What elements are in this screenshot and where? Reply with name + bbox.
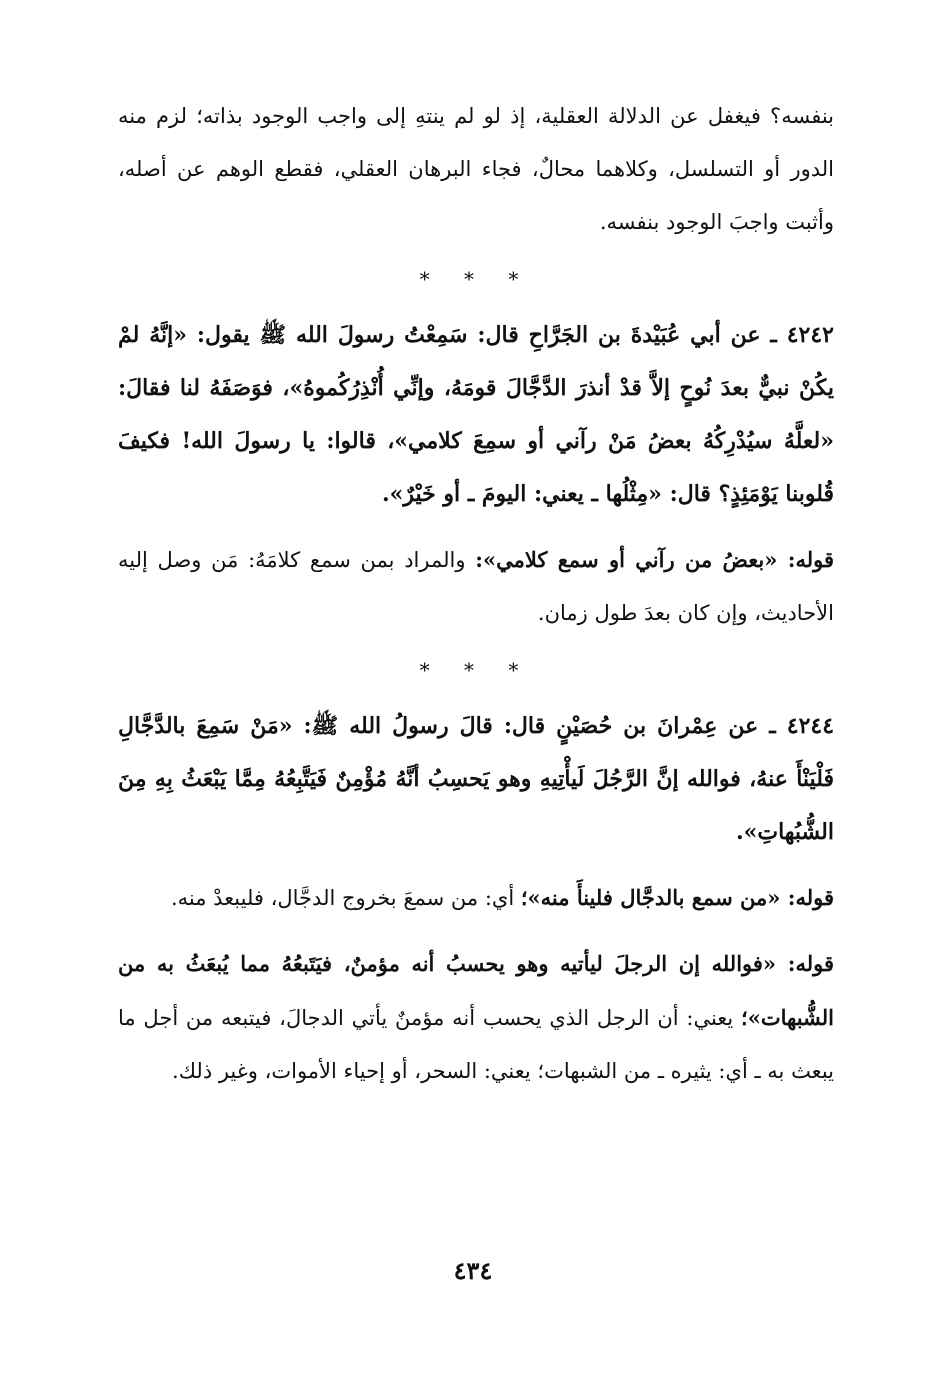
page-number: ٤٣٤ [453, 1256, 493, 1285]
hadith-4244: ٤٢٤٤ ـ عن عِمْرانَ بن حُصَيْنٍ قال: قالَ رسولُ الله ﷺ: «مَنْ سَمِعَ بالدَّجَّالِ فَلْيَنْأَ عنهُ، فوالله إنَّ الرَّجُلَ لَيأْتِيهِ وهو يَحسِبُ أنَّهُ مُؤْمِنٌ فَيَتَّبِعُهُ مِمَّا يَبْعَثُ بِهِ مِنَ الشُّبُهاتِ». [118, 713, 835, 845]
comment-4242 [118, 533, 834, 640]
comment-4244-b-text: يعني: أن الرجل الذي يحسب أنه مؤمنٌ يأتي الدجالَ، فيتبعه من أجل ما يبعث به ـ أي: يثيره ـ من الشبهات؛ يعني: السحر، أو إحياء الأموات، وغير ذلك. [118, 1006, 834, 1083]
comment-4244-b [118, 937, 834, 1098]
comment-4242-quote: قوله: «بعضُ من رآني أو سمع كلامي»: [475, 547, 835, 572]
page-body [118, 90, 834, 1098]
comment-4244-a-quote: قوله: «من سمع بالدجَّال فلينأَ منه»؛ [520, 885, 834, 910]
intro-paragraph: بنفسه؟ فيغفل عن الدلالة العقلية، إذ لو لم ينتهِ إلى واجب الوجود بذاته؛ لزم منه الدور أو التسلسل، وكلاهما محالٌ، فجاء البرهان العقلي، فقطع الوهم عن أصله، وأثبت واجبَ الوجود بنفسه. [118, 104, 834, 234]
comment-4244-a-text: أي: من سمعَ بخروج الدجَّال، فليبعدْ منه. [170, 886, 521, 910]
hadith-4242: ٤٢٤٢ ـ عن أبي عُبَيْدةَ بن الجَرَّاحِ قال: سَمِعْتُ رسولَ الله ﷺ يقول: «إنَّهُ لمْ يكُنْ نبيٌّ بعدَ نُوحٍ إلاَّ قدْ أنذرَ الدَّجَّالَ قومَهُ، وإنِّي أُنْذِرُكُموهُ»، فوَصَفَهُ لنا فقالَ: «لعلَّهُ سيُدْرِكُهُ بعضُ مَنْ رآني أو سمِعَ كلامي»، قالوا: يا رسولَ الله! فكيفَ قُلوبنا يَوْمَئِذٍ؟ قال: «مِثْلُها ـ يعني: اليومَ ـ أو خَيْرٌ». [118, 322, 834, 507]
comment-4242-text: والمراد بمن سمع كلامَهُ: مَن وصل إليه الأحاديث، وإن كان بعدَ طول زمان. [118, 548, 834, 625]
comment-4244-a [118, 871, 834, 925]
section-separator: * * * [419, 267, 533, 291]
section-separator: * * * [419, 658, 533, 682]
comment-4244-b-quote: قوله: «فوالله إن الرجلَ ليأتيه وهو يحسبُ أنه مؤمنٌ، فيَتَبعُهُ مما يُبعَثُ به من الشُّبهات»؛ [118, 951, 834, 1030]
